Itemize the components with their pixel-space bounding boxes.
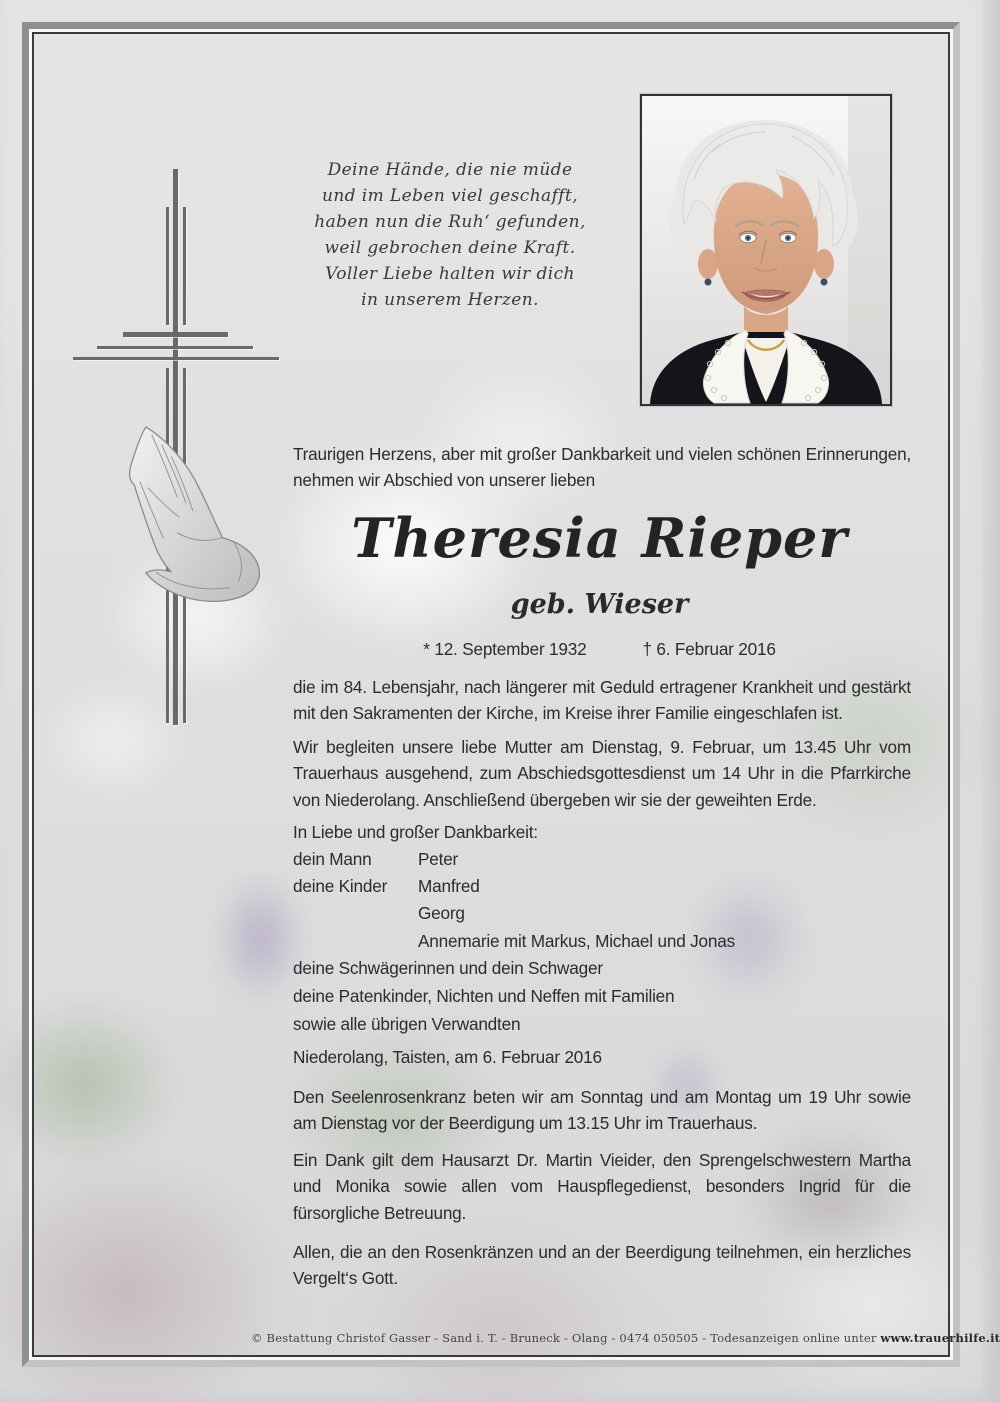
- family-value: Peter: [418, 849, 459, 869]
- gratitude-paragraph: Allen, die an den Rosenkränzen und an der Beerdigung teilnehmen, ein herzliches Vergelt‘s Gott.: [293, 1242, 911, 1289]
- life-dates: [293, 636, 906, 662]
- poem-line: weil gebrochen deine Kraft.: [324, 238, 576, 258]
- family-row: [293, 900, 911, 927]
- poem-line: und im Leben viel geschafft,: [321, 186, 579, 206]
- death-date: † 6. Februar 2016: [642, 639, 776, 659]
- family-label: [293, 900, 418, 927]
- family-label: [293, 928, 418, 955]
- family-additional-line: deine Schwägerinnen und dein Schwager: [293, 958, 603, 978]
- funeral-paragraph: Wir begleiten unsere liebe Mutter am Dienstag, 9. Februar, um 13.45 Uhr vom Trauerhaus ausgehend, zum Abschiedsgottesdienst um 14 Uhr in die Pfarrkirche von Niederolang. Anschließend übergeben wir sie der geweihten Erde.: [293, 737, 911, 810]
- family-additional-line: deine Patenkinder, Nichten und Neffen mit Familien: [293, 986, 675, 1007]
- family-additional: [293, 954, 911, 1039]
- family-row: [293, 928, 911, 955]
- family-value: Annemarie mit Markus, Michael und Jonas: [418, 930, 735, 951]
- thanks-paragraph: Ein Dank gilt dem Hausarzt Dr. Martin Vieider, den Sprengelschwestern Martha und Monika sowie allen vom Hauspflegedienst, besonders Ingrid für die fürsorgliche Betreuung.: [293, 1150, 911, 1223]
- rosary-paragraph: Den Seelenrosenkranz beten wir am Sonntag und am Montag um 19 Uhr sowie am Dienstag vor der Beerdigung um 13.15 Uhr im Trauerhaus.: [293, 1087, 911, 1134]
- obituary-paragraph: die im 84. Lebensjahr, nach längerer mit Geduld ertragener Krankheit und gestärkt mit den Sakramenten der Kirche, im Kreise ihrer Familie eingeschlafen ist.: [293, 677, 911, 724]
- poem-line: Voller Liebe halten wir dich: [325, 264, 575, 284]
- deceased-name: Theresia Rieper: [351, 506, 848, 570]
- portrait-photo: [640, 94, 892, 406]
- footer-text: © Bestattung Christof Gasser - Sand i. T. - Bruneck - Olang - 0474 050505 - Todesanzeigen online unter: [251, 1331, 881, 1345]
- family-label: dein Mann: [293, 849, 372, 869]
- family-label: deine Kinder: [293, 876, 388, 897]
- poem-line: in unserem Herzen.: [361, 290, 539, 310]
- maiden-name: geb. Wieser: [510, 589, 689, 620]
- family-value: Manfred: [418, 876, 480, 897]
- intro-text: Traurigen Herzens, aber mit großer Dankbarkeit und vielen schönen Erinnerungen, nehmen wir Abschied von unserer lieben: [293, 444, 911, 491]
- family-value: Georg: [418, 903, 465, 924]
- family-row: [293, 846, 911, 873]
- footer: [251, 1331, 1000, 1345]
- family-additional-line: sowie alle übrigen Verwandten: [293, 1014, 521, 1035]
- footer-link[interactable]: www.trauerhilfe.it: [880, 1331, 1000, 1345]
- poem-line: haben nun die Ruh‘ gefunden,: [314, 212, 586, 232]
- family-heading: In Liebe und großer Dankbarkeit:: [293, 822, 538, 842]
- family-list: [293, 846, 911, 955]
- poem: [280, 157, 620, 313]
- praying-hands-icon: [112, 423, 270, 619]
- birth-date: * 12. September 1932: [423, 639, 587, 659]
- place-date: Niederolang, Taisten, am 6. Februar 2016: [293, 1047, 602, 1067]
- family-row: [293, 873, 911, 900]
- poem-line: Deine Hände, die nie müde: [327, 160, 573, 180]
